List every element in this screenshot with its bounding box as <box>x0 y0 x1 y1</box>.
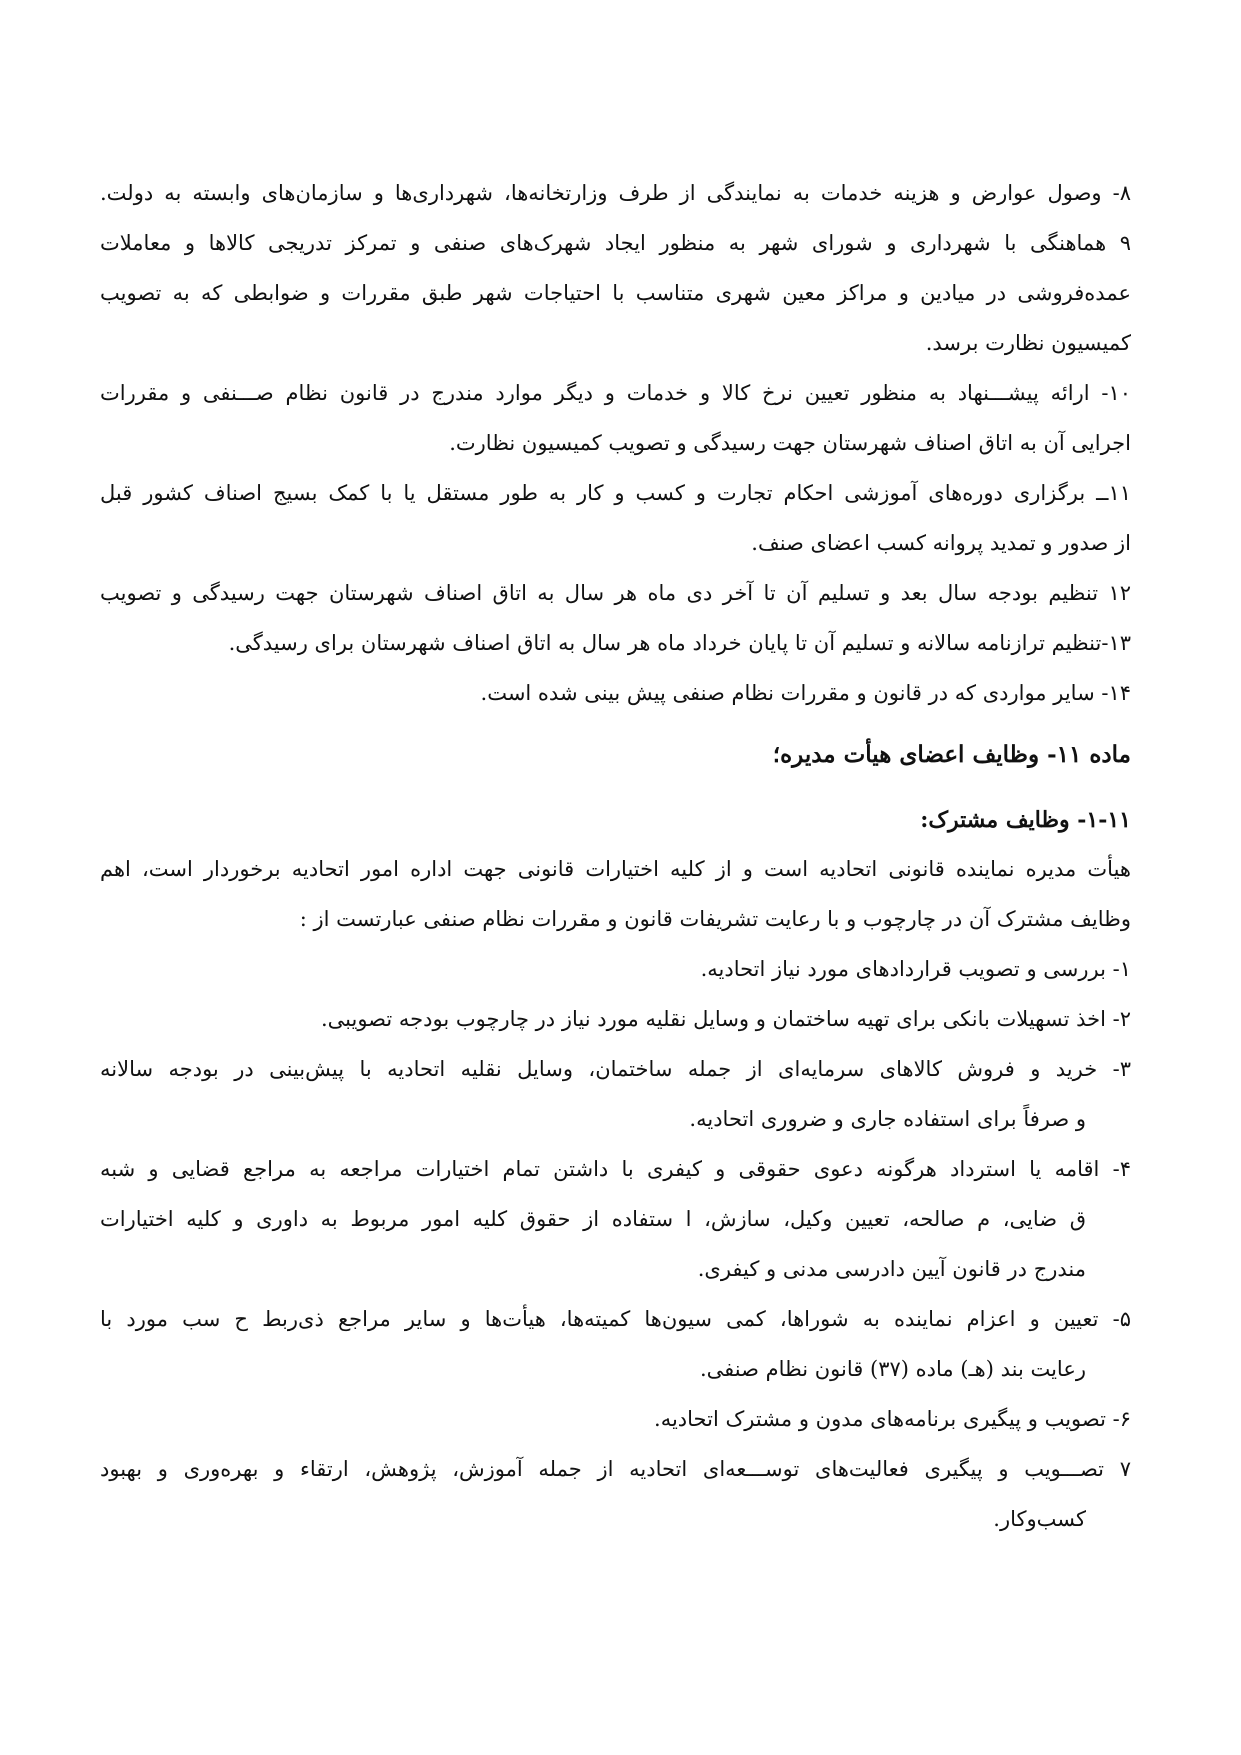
list-item-line: ۱- بررسی و تصویب قراردادهای مورد نیاز اتحادیه. <box>700 957 1131 981</box>
paragraph-line: ۱۱ــ برگزاری دوره‌های آموزشی احکام تجارت و کسب و کار به طور مستقل یا با کمک بسیج اصناف کشور قبل <box>100 481 1131 505</box>
article-heading: ماده ۱۱- وظایف اعضای هیأت مدیره؛ <box>772 741 1131 768</box>
paragraph-line: ۱۲ تنظیم بودجه سال بعد و تسلیم آن تا آخر دی ماه هر سال به اتاق اصناف شهرستان جهت رسیدگی و تصویب <box>100 581 1131 605</box>
paragraph-line: ۱۴- سایر مواردی که در قانون و مقررات نظام صنفی پیش بینی شده است. <box>480 681 1131 705</box>
list-item <box>100 1394 1131 1444</box>
paragraph-line: ۸- وصول عوارض و هزینه خدمات به نمایندگی از طرف وزارتخانه‌ها، شهرداری‌ها و سازمان‌های وابسته به دولت. <box>100 181 1131 205</box>
list-item-line: ۲- اخذ تسهیلات بانکی برای تهیه ساختمان و وسایل نقلیه مورد نیاز در چارچوب بودجه تصویبی. <box>320 1007 1131 1031</box>
list-item <box>100 944 1131 994</box>
list-item <box>100 1444 1131 1544</box>
list-item-line: رعایت بند (هـ) ماده (۳۷) قانون نظام صنفی. <box>699 1357 1086 1381</box>
list-item-line: ۶- تصویب و پیگیری برنامه‌های مدون و مشترک اتحادیه. <box>654 1407 1131 1431</box>
paragraph-line: کمیسیون نظارت برسد. <box>925 331 1131 355</box>
duties-list <box>100 944 1131 1544</box>
list-item-line: کسب‌وکار. <box>993 1507 1086 1531</box>
intro-line: وظایف مشترک آن در چارچوب و با رعایت تشریفات قانون و مقررات نظام صنفی عبارتست از : <box>299 907 1131 931</box>
list-item-line: ۴- اقامه یا استرداد هرگونه دعوی حقوقی و کیفری با داشتن تمام اختیارات مراجعه به مراجع قضایی و شبه <box>100 1157 1131 1181</box>
list-item <box>100 1144 1131 1294</box>
paragraph-line: اجرایی آن به اتاق اصناف شهرستان جهت رسیدگی و تصویب کمیسیون نظارت. <box>449 431 1131 455</box>
section-a-list <box>100 168 1131 718</box>
list-item-line: ق ضایی، م صالحه، تعیین وکیل، سازش، ا ستفاده از حقوق کلیه امور مربوط به داوری و کلیه اختیارات <box>100 1207 1086 1231</box>
article-intro <box>100 844 1131 944</box>
list-item-line: ۳- خرید و فروش کالاهای سرمایه‌ای از جمله ساختمان، وسایل نقلیه اتحادیه با پیش‌بینی در بودجه سالانه <box>100 1057 1131 1081</box>
list-item-line: ۷ تصـــویب و پیگیری فعالیت‌های توســـعه‌ای اتحادیه از جمله آموزش، پژوهش، ارتقاء و بهره‌وری و بهبود <box>100 1457 1131 1481</box>
paragraph-line: عمده‌فروشی در میادین و مراکز معین شهری متناسب با احتیاجات شهر طبق مقررات و ضوابطی که به تصویب <box>100 281 1131 305</box>
list-item-line: ۵- تعیین و اعزام نماینده به شوراها، کمی سیون‌ها کمیته‌ها، هیأت‌ها و سایر مراجع ذی‌ربط ح سب مورد با <box>100 1307 1131 1331</box>
paragraph-line: ۹ هماهنگی با شهرداری و شورای شهر به منظور ایجاد شهرک‌های صنفی و تمرکز تدریجی کالاها و معاملات <box>100 231 1131 255</box>
list-item-line: و صرفاً برای استفاده جاری و ضروری اتحادیه. <box>689 1107 1086 1131</box>
article-subheading: ۱-۱۱- وظایف مشترک: <box>920 807 1131 833</box>
list-item-line: مندرج در قانون آیین دادرسی مدنی و کیفری. <box>697 1257 1086 1281</box>
paragraph-line: از صدور و تمدید پروانه کسب اعضای صنف. <box>751 531 1131 555</box>
paragraph-line: ۱۳-تنظیم ترازنامه سالانه و تسلیم آن تا پایان خرداد ماه هر سال به اتاق اصناف شهرستان برای رسیدگی. <box>228 631 1131 655</box>
list-item <box>100 1294 1131 1394</box>
paragraph-line: ۱۰- ارائه پیشـــنهاد به منظور تعیین نرخ کالا و خدمات و دیگر موارد مندرج در قانون نظام صـــنفی و مقررات <box>100 381 1131 405</box>
list-item <box>100 994 1131 1044</box>
list-item <box>100 1044 1131 1144</box>
intro-line: هیأت مدیره نماینده قانونی اتحادیه است و از کلیه اختیارات قانونی جهت اداره امور اتحادیه برخوردار است، اهم <box>100 857 1131 881</box>
